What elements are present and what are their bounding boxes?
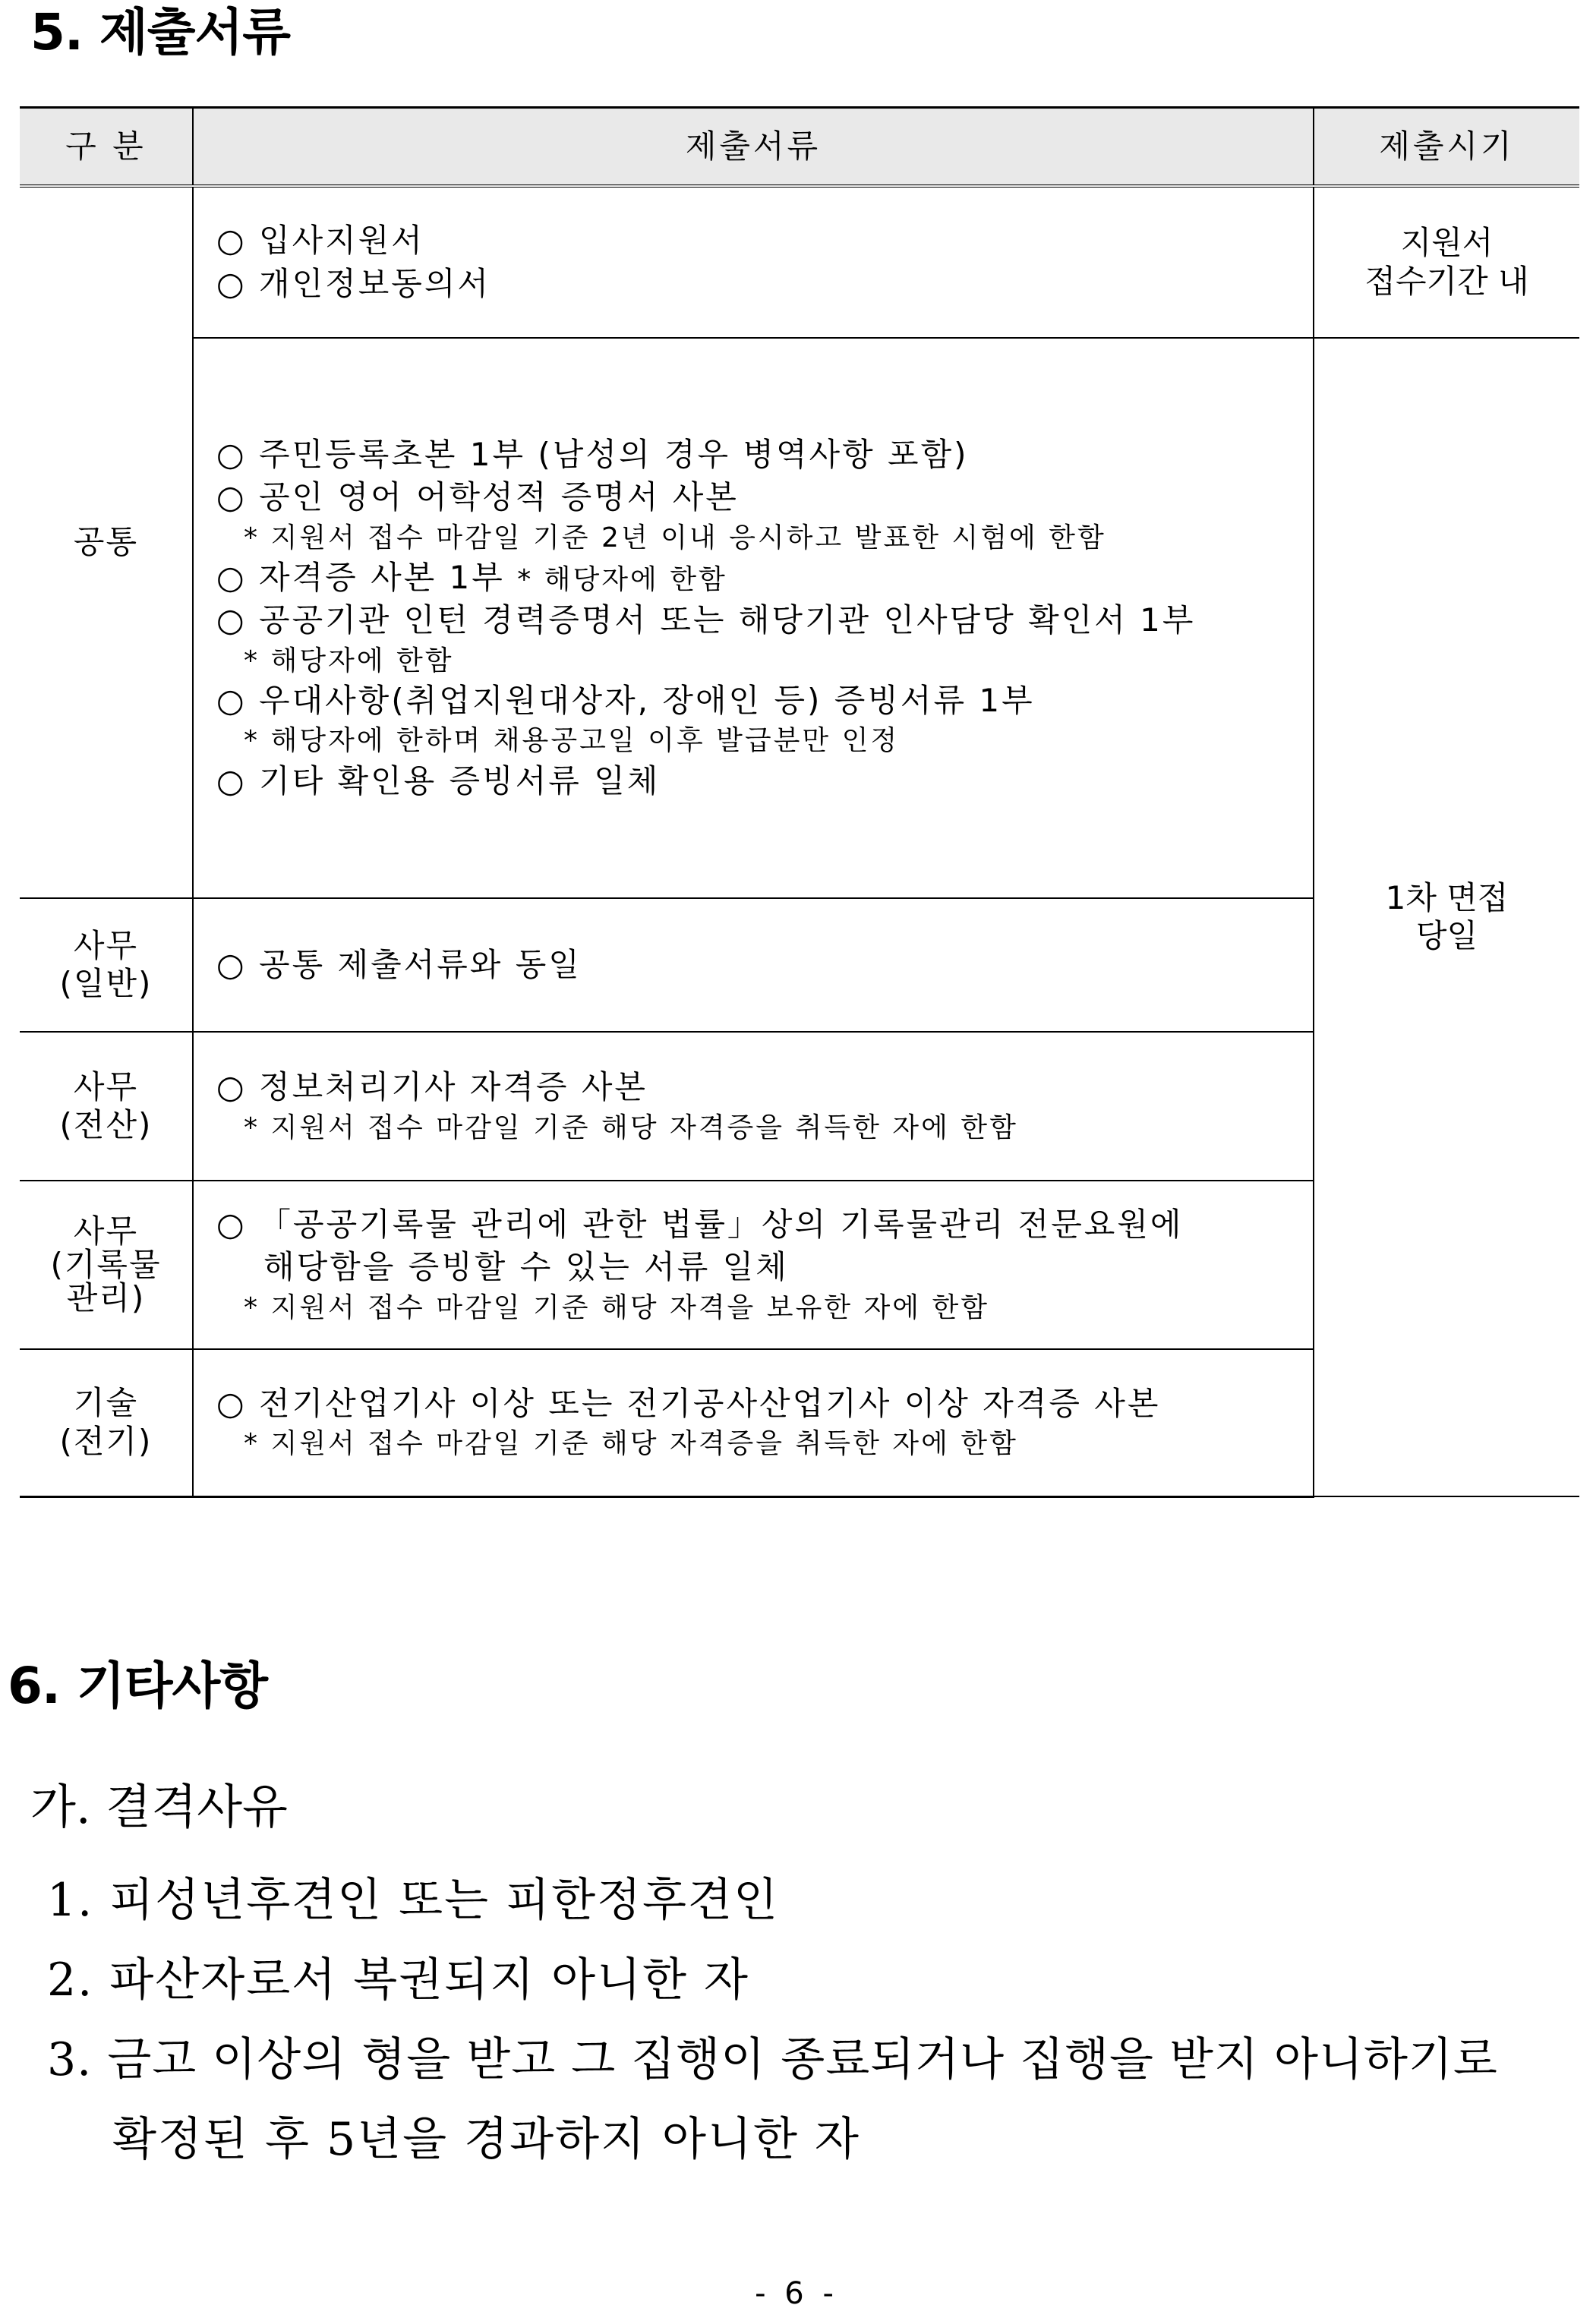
list-item: ○ 기타 확인용 증빙서류 일체: [216, 762, 661, 799]
list-item: ○ 공통 제출서류와 동일: [216, 945, 582, 983]
note-text: * 지원서 접수 마감일 기준 해당 자격증을 취득한 자에 한함: [244, 1112, 1018, 1143]
category-office-general: 사무 (일반): [20, 898, 193, 1032]
office-general-cell: [193, 898, 1314, 1032]
tech-electric-cell: [193, 1349, 1314, 1496]
category-common: 공통: [20, 186, 193, 898]
list-item: ○ 주민등록초본 1부 (남성의 경우 병역사항 포함): [216, 436, 969, 474]
list-item: ○ 입사지원서: [216, 222, 424, 260]
note-text: * 해당자에 한함: [244, 645, 454, 676]
category-office-it: 사무 (전산): [20, 1032, 193, 1181]
list-item: ○ 「공공기록물 관리에 관한 법률」상의 기록물관리 전문요원에: [216, 1206, 1184, 1244]
disqualification-item: 3. 금고 이상의 형을 받고 그 집행이 종료되거나 집행을 받지 아니하기로: [47, 2033, 1498, 2086]
table-row: [20, 338, 1579, 898]
table-header-row: [20, 108, 1579, 187]
section5-heading: 5. 제출서류: [30, 3, 290, 61]
list-item: ○ 공인 영어 어학성적 증명서 사본: [216, 478, 739, 516]
note-text: * 지원서 접수 마감일 기준 2년 이내 응시하고 발표한 시험에 한함: [244, 522, 1106, 553]
list-item: ○ 개인정보동의서: [216, 264, 491, 302]
header-category: 구 분: [20, 108, 193, 187]
disqualification-heading: 가. 결격사유: [30, 1779, 288, 1834]
category-tech-electric: 기술 (전기): [20, 1349, 193, 1496]
list-item: ○ 자격증 사본 1부 * 해당자에 한함: [216, 559, 727, 597]
list-item: ○ 공공기관 인턴 경력증명서 또는 해당기관 인사담당 확인서 1부: [216, 601, 1196, 639]
timing-application: 지원서 접수기간 내: [1314, 186, 1579, 338]
header-documents: 제출서류: [193, 108, 1314, 187]
application-docs-cell: [193, 186, 1314, 338]
category-office-records: 사무 (기록물 관리): [20, 1181, 193, 1349]
note-text: * 지원서 접수 마감일 기준 해당 자격증을 취득한 자에 한함: [244, 1428, 1018, 1460]
list-item: ○ 정보처리기사 자격증 사본: [216, 1068, 648, 1106]
documents-table: [20, 106, 1579, 1498]
common-docs-cell: [193, 338, 1314, 898]
timing-interview: 1차 면접 당일: [1314, 338, 1579, 1496]
note-text: * 해당자에 한하며 채용공고일 이후 발급분만 인정: [244, 725, 900, 757]
office-records-cell: [193, 1181, 1314, 1349]
note-text: * 지원서 접수 마감일 기준 해당 자격을 보유한 자에 한함: [244, 1291, 990, 1323]
office-it-cell: [193, 1032, 1314, 1181]
disqualification-item: 1. 피성년후견인 또는 피한정후견인: [47, 1874, 779, 1927]
list-item-continued: 해당함을 증빙할 수 있는 서류 일체: [263, 1248, 789, 1286]
list-item: ○ 우대사항(취업지원대상자, 장애인 등) 증빙서류 1부: [216, 681, 1035, 719]
table-row: [20, 186, 1579, 338]
disqualification-item-continued: 확정된 후 5년을 경과하지 아니한 자: [112, 2113, 860, 2166]
list-item: ○ 전기산업기사 이상 또는 전기공사산업기사 이상 자격증 사본: [216, 1384, 1161, 1422]
section6-heading: 6. 기타사항: [8, 1657, 267, 1715]
disqualification-item: 2. 파산자로서 복권되지 아니한 자: [47, 1953, 750, 2007]
header-timing: 제출시기: [1314, 108, 1579, 187]
page-number: - 6 -: [755, 2276, 838, 2311]
